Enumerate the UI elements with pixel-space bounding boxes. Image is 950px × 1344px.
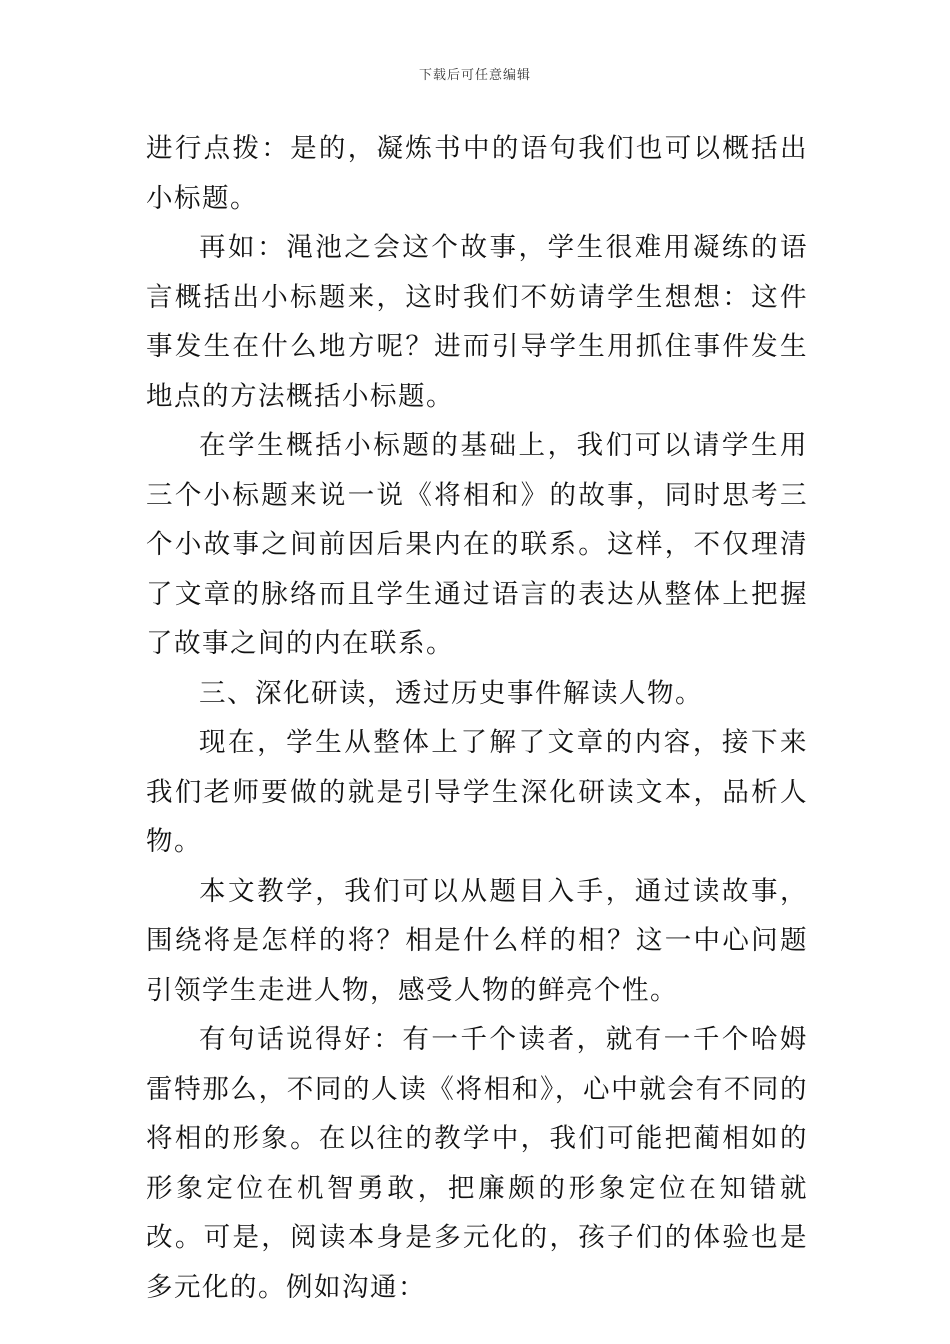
- paragraph-6: 有句话说得好：有一千个读者，就有一千个哈姆雷特那么，不同的人读《将相和》，心中就会有不同的将相的形象。在以往的教学中，我们可能把蔺相如的形象定位在机智勇敢，把廉颇的形象定位在知错就改。可是，阅读本身是多元化的，孩子们的体验也是多元化的。例如沟通：: [146, 1024, 808, 1303]
- paragraph-3: 在学生概括小标题的基础上，我们可以请学生用三个小标题来说一说《将相和》的故事，同时思考三个小故事之间前因后果内在的联系。这样，不仅理清了文章的脉络而且学生通过语言的表达从整体上把握了故事之间的内在联系。: [146, 430, 808, 659]
- paragraph-4: 现在，学生从整体上了解了文章的内容，接下来我们老师要做的就是引导学生深化研读文本，品析人物。: [146, 727, 808, 857]
- page-header: 下载后可任意编辑: [418, 68, 531, 83]
- paragraph-2: 再如：渑池之会这个故事，学生很难用凝练的语言概括出小标题来，这时我们不妨请学生想想：这件事发生在什么地方呢？进而引导学生用抓住事件发生地点的方法概括小标题。: [146, 232, 808, 412]
- paragraph-5: 本文教学，我们可以从题目入手，通过读故事，围绕将是怎样的将？相是什么样的相？这一中心问题引领学生走进人物，感受人物的鲜亮个性。: [146, 875, 808, 1006]
- paragraph-1: 进行点拨：是的，凝炼书中的语句我们也可以概括出小标题。: [146, 133, 808, 214]
- section-heading: 三、深化研读，透过历史事件解读人物。: [199, 677, 703, 709]
- document-body: [146, 124, 808, 1312]
